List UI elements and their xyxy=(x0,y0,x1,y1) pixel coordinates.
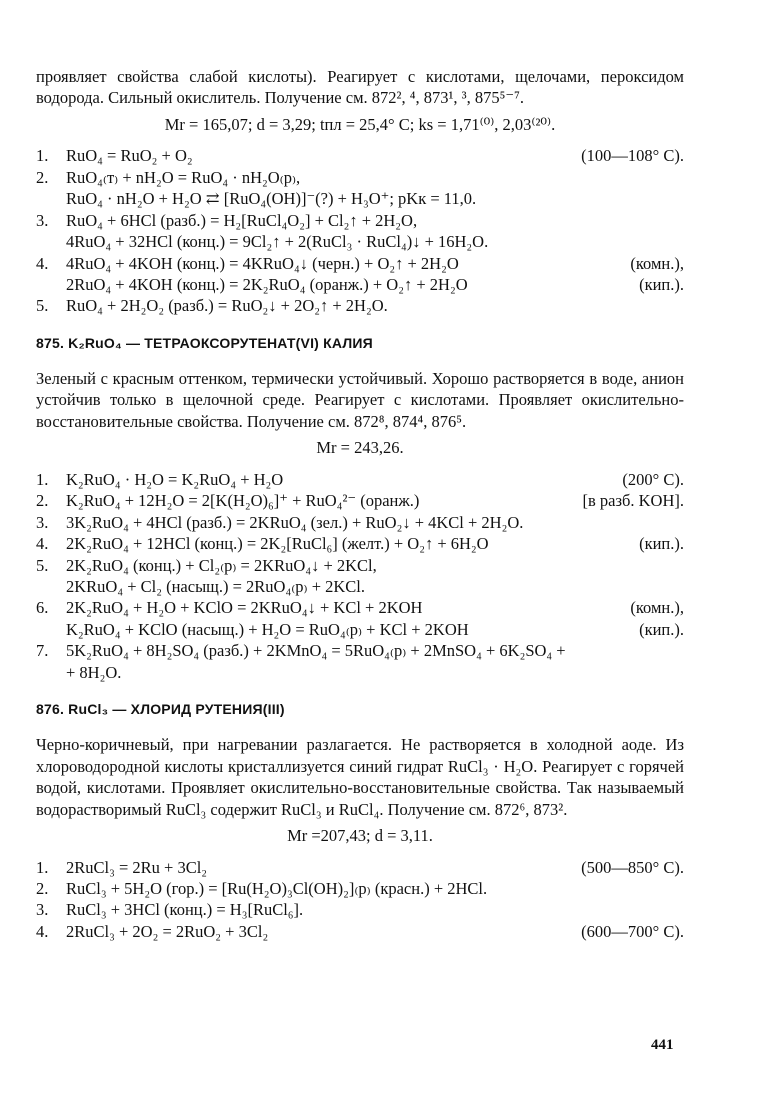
reaction-line xyxy=(36,555,684,576)
reaction-equation: RuO₄ + 2H₂O₂ (разб.) = RuO₂↓ + 2O₂↑ + 2H₂O. xyxy=(66,296,388,316)
reaction-number: 2. xyxy=(36,878,49,898)
reaction-line xyxy=(36,274,684,295)
reaction-number: 1. xyxy=(36,469,49,489)
reaction-line xyxy=(36,188,684,209)
reaction-line xyxy=(36,619,684,640)
reactions-875 xyxy=(36,469,684,683)
reaction-equation: K₂RuO₄ + KClO (насыщ.) + H₂O = RuO₄₍р₎ + KCl + 2KOH xyxy=(66,619,469,639)
reaction-line xyxy=(36,899,684,920)
reaction-line xyxy=(36,210,684,231)
reaction-line xyxy=(36,167,684,188)
reaction-equation: RuO₄ = RuO₂ + O₂ xyxy=(66,146,193,166)
reaction-equation: RuO₄ + 6HCl (разб.) = H₂[RuCl₄O₂] + Cl₂↑ + 2H₂O, xyxy=(66,210,418,230)
reaction-line xyxy=(36,512,684,533)
section-heading-876: 876. RuCl₃ — ХЛОРИД РУТЕНИЯ(III) xyxy=(36,701,285,718)
reaction-condition: [в разб. KOH]. xyxy=(582,491,684,511)
reaction-equation: RuCl₃ + 3HCl (конц.) = H₃[RuCl₆]. xyxy=(66,900,304,920)
reaction-equation: 5K₂RuO₄ + 8H₂SO₄ (разб.) + 2KMnO₄ = 5RuO₄₍р₎ + 2MnSO₄ + 6K₂SO₄ + xyxy=(66,641,566,661)
reaction-equation: 2K₂RuO₄ + H₂O + KClO = 2KRuO₄↓ + KCl + 2KOH xyxy=(66,598,423,618)
section-876-paragraph: Черно-коричневый, при нагревании разлагается. Не растворяется в холодной аоде. Из хлороводородной кислоты кристаллизуется синий гидрат RuCl₃ · H₂O. Реагирует с горячей водой, кислотами. Проявляет окислительно-восстановительные свойства. Так называемый водорастворимый RuCl₃ содержит RuCl₃ и RuCl₄. Получение см. 872⁶, 873². xyxy=(36,735,684,819)
reaction-equation: 2RuO₄ + 4KOH (конц.) = 2K₂RuO₄ (оранж.) + O₂↑ + 2H₂O xyxy=(66,274,468,294)
reaction-number: 5. xyxy=(36,555,49,575)
reaction-number: 5. xyxy=(36,296,49,316)
reaction-equation: K₂RuO₄ · H₂O = K₂RuO₄ + H₂O xyxy=(66,469,284,489)
reaction-equation: + 8H₂O. xyxy=(66,662,122,682)
reaction-equation: 2RuCl₃ + 2O₂ = 2RuO₂ + 3Cl₂ xyxy=(66,921,269,941)
reaction-condition: (600—700° C). xyxy=(581,921,684,941)
reaction-line xyxy=(36,490,684,511)
section-876-properties: Mr =207,43; d = 3,11. xyxy=(287,826,433,846)
reaction-equation: 2RuCl₃ = 2Ru + 3Cl₂ xyxy=(66,857,208,877)
reaction-equation: 4RuO₄ + 32HCl (конц.) = 9Cl₂↑ + 2(RuCl₃ · RuCl₄)↓ + 16H₂O. xyxy=(66,232,489,252)
reaction-condition: (200° C). xyxy=(622,469,684,489)
reaction-number: 4. xyxy=(36,921,49,941)
reaction-equation: 2K₂RuO₄ + 12HCl (конц.) = 2K₂[RuCl₆] (желт.) + O₂↑ + 6H₂O xyxy=(66,534,489,554)
intro-properties: Mr = 165,07; d = 3,29; tпл = 25,4° C; ks = 1,71⁽⁰⁾, 2,03⁽²⁰⁾. xyxy=(164,114,556,134)
reaction-number: 3. xyxy=(36,900,49,920)
reaction-number: 4. xyxy=(36,253,49,273)
reaction-line xyxy=(36,533,684,554)
reaction-line xyxy=(36,597,684,618)
page-number: 441 xyxy=(651,1037,674,1053)
page-content xyxy=(36,66,684,942)
reaction-line xyxy=(36,878,684,899)
reaction-number: 7. xyxy=(36,641,49,661)
reaction-condition: (100—108° C). xyxy=(581,146,684,166)
reaction-equation: 3K₂RuO₄ + 4HCl (разб.) = 2KRuO₄ (зел.) + RuO₂↓ + 4KCl + 2H₂O. xyxy=(66,512,524,532)
reaction-line xyxy=(36,469,684,490)
reactions-876 xyxy=(36,857,684,943)
reaction-line xyxy=(36,662,684,683)
reaction-condition: (кип.). xyxy=(639,274,684,294)
reaction-line xyxy=(36,295,684,316)
reaction-number: 1. xyxy=(36,146,49,166)
reaction-condition: (500—850° C). xyxy=(581,857,684,877)
reaction-number: 3. xyxy=(36,210,49,230)
reaction-equation: 4RuO₄ + 4KOH (конц.) = 4KRuO₄↓ (черн.) + O₂↑ + 2H₂O xyxy=(66,253,459,273)
reaction-equation: 2KRuO₄ + Cl₂ (насыщ.) = 2RuO₄₍р₎ + 2KCl. xyxy=(66,576,366,596)
reaction-equation: K₂RuO₄ + 12H₂O = 2[K(H₂O)₆]⁺ + RuO₄²⁻ (оранж.) xyxy=(66,491,420,511)
reaction-number: 3. xyxy=(36,512,49,532)
reactions-874 xyxy=(36,145,684,317)
reaction-line xyxy=(36,640,684,661)
reaction-line xyxy=(36,253,684,274)
reaction-number: 2. xyxy=(36,491,49,511)
reaction-line xyxy=(36,857,684,878)
section-875-properties: Mr = 243,26. xyxy=(316,438,404,458)
reaction-equation: 2K₂RuO₄ (конц.) + Cl₂₍р₎ = 2KRuO₄↓ + 2KCl, xyxy=(66,555,377,575)
reaction-condition: (кип.). xyxy=(639,534,684,554)
reaction-condition: (комн.), xyxy=(630,253,684,273)
reaction-number: 2. xyxy=(36,167,49,187)
intro-paragraph: проявляет свойства слабой кислоты). Реагирует с кислотами, щелочами, пероксидом водорода. Сильный окислитель. Получение см. 872², ⁴, 873¹, ³, 875⁵⁻⁷. xyxy=(36,67,684,108)
reaction-number: 4. xyxy=(36,534,49,554)
reaction-line xyxy=(36,231,684,252)
reaction-line xyxy=(36,576,684,597)
reaction-equation: RuO₄ · nH₂O + H₂O ⇄ [RuO₄(OH)]⁻(?) + H₃O⁺; pKк = 11,0. xyxy=(66,189,477,209)
reaction-number: 1. xyxy=(36,857,49,877)
reaction-line xyxy=(36,921,684,942)
reaction-equation: RuCl₃ + 5H₂O (гор.) = [Ru(H₂O)₃Cl(OH)₂]₍р₎ (красн.) + 2HCl. xyxy=(66,878,488,898)
section-875-paragraph: Зеленый с красным оттенком, термически устойчивый. Хорошо растворяется в воде, анион устойчив только в щелочной среде. Реагирует с кислотами. Проявляет окислительно-восстановительные свойства. Получение см. 872⁸, 874⁴, 876⁵. xyxy=(36,369,684,431)
reaction-condition: (комн.), xyxy=(630,598,684,618)
section-heading-875: 875. K₂RuO₄ — ТЕТРАОКСОРУТЕНАТ(VI) КАЛИЯ xyxy=(36,334,373,351)
reaction-number: 6. xyxy=(36,598,49,618)
reaction-equation: RuO₄₍т₎ + nH₂O = RuO₄ · nH₂O₍р₎, xyxy=(66,167,301,187)
reaction-condition: (кип.). xyxy=(639,619,684,639)
reaction-line xyxy=(36,145,684,166)
